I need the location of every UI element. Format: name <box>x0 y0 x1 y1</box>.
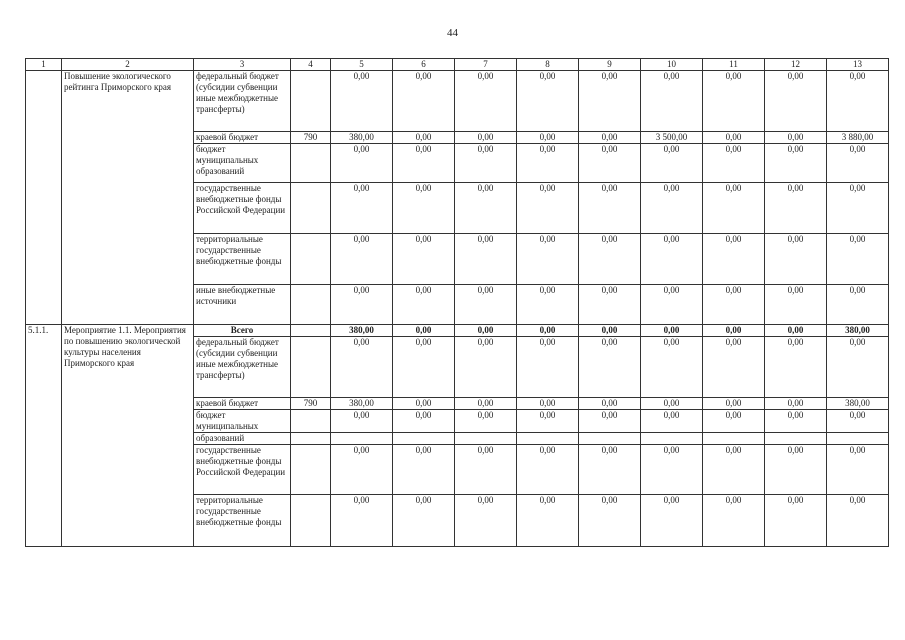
column-header: 10 <box>641 59 703 71</box>
item-code <box>26 71 62 325</box>
budget-code <box>291 325 331 337</box>
amount-cell: 0,00 <box>455 285 517 325</box>
amount-cell: 0,00 <box>455 495 517 547</box>
funding-source: образований <box>194 433 291 445</box>
amount-cell: 0,00 <box>455 337 517 398</box>
amount-cell: 0,00 <box>703 144 765 183</box>
amount-cell: 0,00 <box>765 410 827 433</box>
funding-source: государственные внебюджетные фонды Российской Федерации <box>194 445 291 495</box>
page-number: 44 <box>447 27 458 39</box>
amount-cell <box>393 433 455 445</box>
funding-source: краевой бюджет <box>194 132 291 144</box>
table-row <box>26 71 889 132</box>
funding-source: Всего <box>194 325 291 337</box>
amount-cell: 380,00 <box>331 398 393 410</box>
amount-cell: 0,00 <box>765 495 827 547</box>
amount-cell: 0,00 <box>393 337 455 398</box>
column-header: 2 <box>62 59 194 71</box>
column-header: 13 <box>827 59 889 71</box>
amount-cell: 3 880,00 <box>827 132 889 144</box>
amount-cell: 0,00 <box>641 398 703 410</box>
amount-cell: 0,00 <box>331 234 393 285</box>
amount-cell: 0,00 <box>517 132 579 144</box>
amount-cell: 0,00 <box>827 71 889 132</box>
amount-cell <box>765 433 827 445</box>
amount-cell: 0,00 <box>827 285 889 325</box>
amount-cell: 0,00 <box>703 325 765 337</box>
amount-cell: 380,00 <box>827 325 889 337</box>
column-header: 9 <box>579 59 641 71</box>
amount-cell: 0,00 <box>641 325 703 337</box>
amount-cell: 0,00 <box>393 495 455 547</box>
budget-code <box>291 337 331 398</box>
amount-cell: 0,00 <box>703 71 765 132</box>
budget-code <box>291 144 331 183</box>
amount-cell: 0,00 <box>579 144 641 183</box>
amount-cell: 0,00 <box>827 234 889 285</box>
amount-cell: 0,00 <box>579 325 641 337</box>
amount-cell: 0,00 <box>579 410 641 433</box>
budget-code <box>291 71 331 132</box>
amount-cell: 0,00 <box>703 445 765 495</box>
amount-cell: 0,00 <box>455 325 517 337</box>
amount-cell: 0,00 <box>331 144 393 183</box>
column-header: 6 <box>393 59 455 71</box>
table-body <box>26 59 889 547</box>
item-code: 5.1.1. <box>26 325 62 547</box>
amount-cell: 0,00 <box>579 71 641 132</box>
funding-source: краевой бюджет <box>194 398 291 410</box>
funding-source: бюджет муниципальных <box>194 410 291 433</box>
amount-cell: 0,00 <box>579 234 641 285</box>
column-header: 4 <box>291 59 331 71</box>
column-header: 5 <box>331 59 393 71</box>
amount-cell: 0,00 <box>517 71 579 132</box>
amount-cell: 0,00 <box>517 325 579 337</box>
amount-cell: 0,00 <box>703 183 765 234</box>
column-header: 1 <box>26 59 62 71</box>
amount-cell: 0,00 <box>393 398 455 410</box>
amount-cell: 0,00 <box>393 71 455 132</box>
amount-cell: 0,00 <box>827 183 889 234</box>
amount-cell: 0,00 <box>455 410 517 433</box>
funding-source: территориальные государственные внебюджетные фонды <box>194 495 291 547</box>
amount-cell: 0,00 <box>517 398 579 410</box>
column-header: 3 <box>194 59 291 71</box>
amount-cell: 0,00 <box>517 234 579 285</box>
amount-cell: 0,00 <box>579 445 641 495</box>
amount-cell: 0,00 <box>331 410 393 433</box>
amount-cell: 0,00 <box>517 144 579 183</box>
amount-cell: 0,00 <box>517 495 579 547</box>
amount-cell: 0,00 <box>765 325 827 337</box>
item-name: Повышение экологического рейтинга Приморского края <box>62 71 194 325</box>
column-header: 7 <box>455 59 517 71</box>
amount-cell: 0,00 <box>393 144 455 183</box>
amount-cell: 0,00 <box>455 445 517 495</box>
amount-cell: 0,00 <box>765 285 827 325</box>
amount-cell: 0,00 <box>641 445 703 495</box>
amount-cell: 0,00 <box>455 398 517 410</box>
funding-source: государственные внебюджетные фонды Российской Федерации <box>194 183 291 234</box>
amount-cell: 0,00 <box>703 337 765 398</box>
amount-cell: 0,00 <box>579 183 641 234</box>
amount-cell: 0,00 <box>765 234 827 285</box>
amount-cell: 0,00 <box>827 337 889 398</box>
column-header: 12 <box>765 59 827 71</box>
amount-cell: 0,00 <box>641 337 703 398</box>
budget-code <box>291 285 331 325</box>
amount-cell: 0,00 <box>393 234 455 285</box>
amount-cell: 0,00 <box>827 410 889 433</box>
table-row <box>26 325 889 337</box>
amount-cell <box>331 433 393 445</box>
amount-cell: 0,00 <box>641 183 703 234</box>
amount-cell: 0,00 <box>641 285 703 325</box>
column-header: 11 <box>703 59 765 71</box>
amount-cell: 0,00 <box>827 445 889 495</box>
amount-cell: 0,00 <box>331 71 393 132</box>
amount-cell: 0,00 <box>331 183 393 234</box>
amount-cell: 0,00 <box>703 495 765 547</box>
budget-code <box>291 410 331 433</box>
amount-cell <box>827 433 889 445</box>
amount-cell: 0,00 <box>331 445 393 495</box>
amount-cell: 0,00 <box>393 410 455 433</box>
amount-cell: 0,00 <box>641 144 703 183</box>
budget-code <box>291 183 331 234</box>
amount-cell <box>455 433 517 445</box>
amount-cell: 0,00 <box>517 183 579 234</box>
budget-code <box>291 433 331 445</box>
amount-cell: 0,00 <box>331 337 393 398</box>
funding-source: федеральный бюджет (субсидии субвенции иные межбюджетные трансферты) <box>194 71 291 132</box>
amount-cell: 0,00 <box>827 495 889 547</box>
amount-cell <box>579 433 641 445</box>
amount-cell: 0,00 <box>393 445 455 495</box>
amount-cell: 0,00 <box>517 410 579 433</box>
amount-cell: 0,00 <box>579 132 641 144</box>
amount-cell: 0,00 <box>703 398 765 410</box>
amount-cell: 0,00 <box>331 495 393 547</box>
amount-cell: 3 500,00 <box>641 132 703 144</box>
amount-cell: 380,00 <box>827 398 889 410</box>
amount-cell: 0,00 <box>579 398 641 410</box>
amount-cell: 0,00 <box>393 132 455 144</box>
amount-cell: 0,00 <box>765 144 827 183</box>
funding-source: территориальные государственные внебюджетные фонды <box>194 234 291 285</box>
funding-source: федеральный бюджет (субсидии субвенции иные межбюджетные трансферты) <box>194 337 291 398</box>
budget-code: 790 <box>291 132 331 144</box>
amount-cell: 0,00 <box>455 183 517 234</box>
amount-cell: 0,00 <box>641 71 703 132</box>
amount-cell: 0,00 <box>455 132 517 144</box>
amount-cell: 0,00 <box>517 337 579 398</box>
amount-cell <box>641 433 703 445</box>
amount-cell: 0,00 <box>703 410 765 433</box>
item-name: Мероприятие 1.1. Мероприятия по повышению экологической культуры населения Приморского края <box>62 325 194 547</box>
budget-code: 790 <box>291 398 331 410</box>
amount-cell: 0,00 <box>455 234 517 285</box>
budget-code <box>291 445 331 495</box>
amount-cell: 0,00 <box>641 410 703 433</box>
amount-cell: 0,00 <box>393 285 455 325</box>
funding-source: бюджет муниципальных образований <box>194 144 291 183</box>
amount-cell: 0,00 <box>517 285 579 325</box>
budget-table <box>25 58 889 547</box>
amount-cell: 0,00 <box>703 285 765 325</box>
amount-cell: 380,00 <box>331 325 393 337</box>
amount-cell: 0,00 <box>455 71 517 132</box>
amount-cell: 0,00 <box>579 285 641 325</box>
amount-cell: 0,00 <box>765 132 827 144</box>
amount-cell: 0,00 <box>765 398 827 410</box>
amount-cell: 0,00 <box>579 337 641 398</box>
amount-cell: 0,00 <box>393 183 455 234</box>
amount-cell: 380,00 <box>331 132 393 144</box>
amount-cell: 0,00 <box>517 445 579 495</box>
amount-cell: 0,00 <box>641 495 703 547</box>
amount-cell: 0,00 <box>765 71 827 132</box>
amount-cell <box>703 433 765 445</box>
budget-code <box>291 495 331 547</box>
column-header-row <box>26 59 889 71</box>
amount-cell: 0,00 <box>393 325 455 337</box>
amount-cell: 0,00 <box>579 495 641 547</box>
amount-cell: 0,00 <box>703 234 765 285</box>
amount-cell: 0,00 <box>827 144 889 183</box>
amount-cell: 0,00 <box>765 183 827 234</box>
funding-source: иные внебюджетные источники <box>194 285 291 325</box>
amount-cell: 0,00 <box>455 144 517 183</box>
amount-cell: 0,00 <box>641 234 703 285</box>
amount-cell: 0,00 <box>765 337 827 398</box>
budget-code <box>291 234 331 285</box>
amount-cell <box>517 433 579 445</box>
amount-cell: 0,00 <box>331 285 393 325</box>
amount-cell: 0,00 <box>703 132 765 144</box>
amount-cell: 0,00 <box>765 445 827 495</box>
column-header: 8 <box>517 59 579 71</box>
